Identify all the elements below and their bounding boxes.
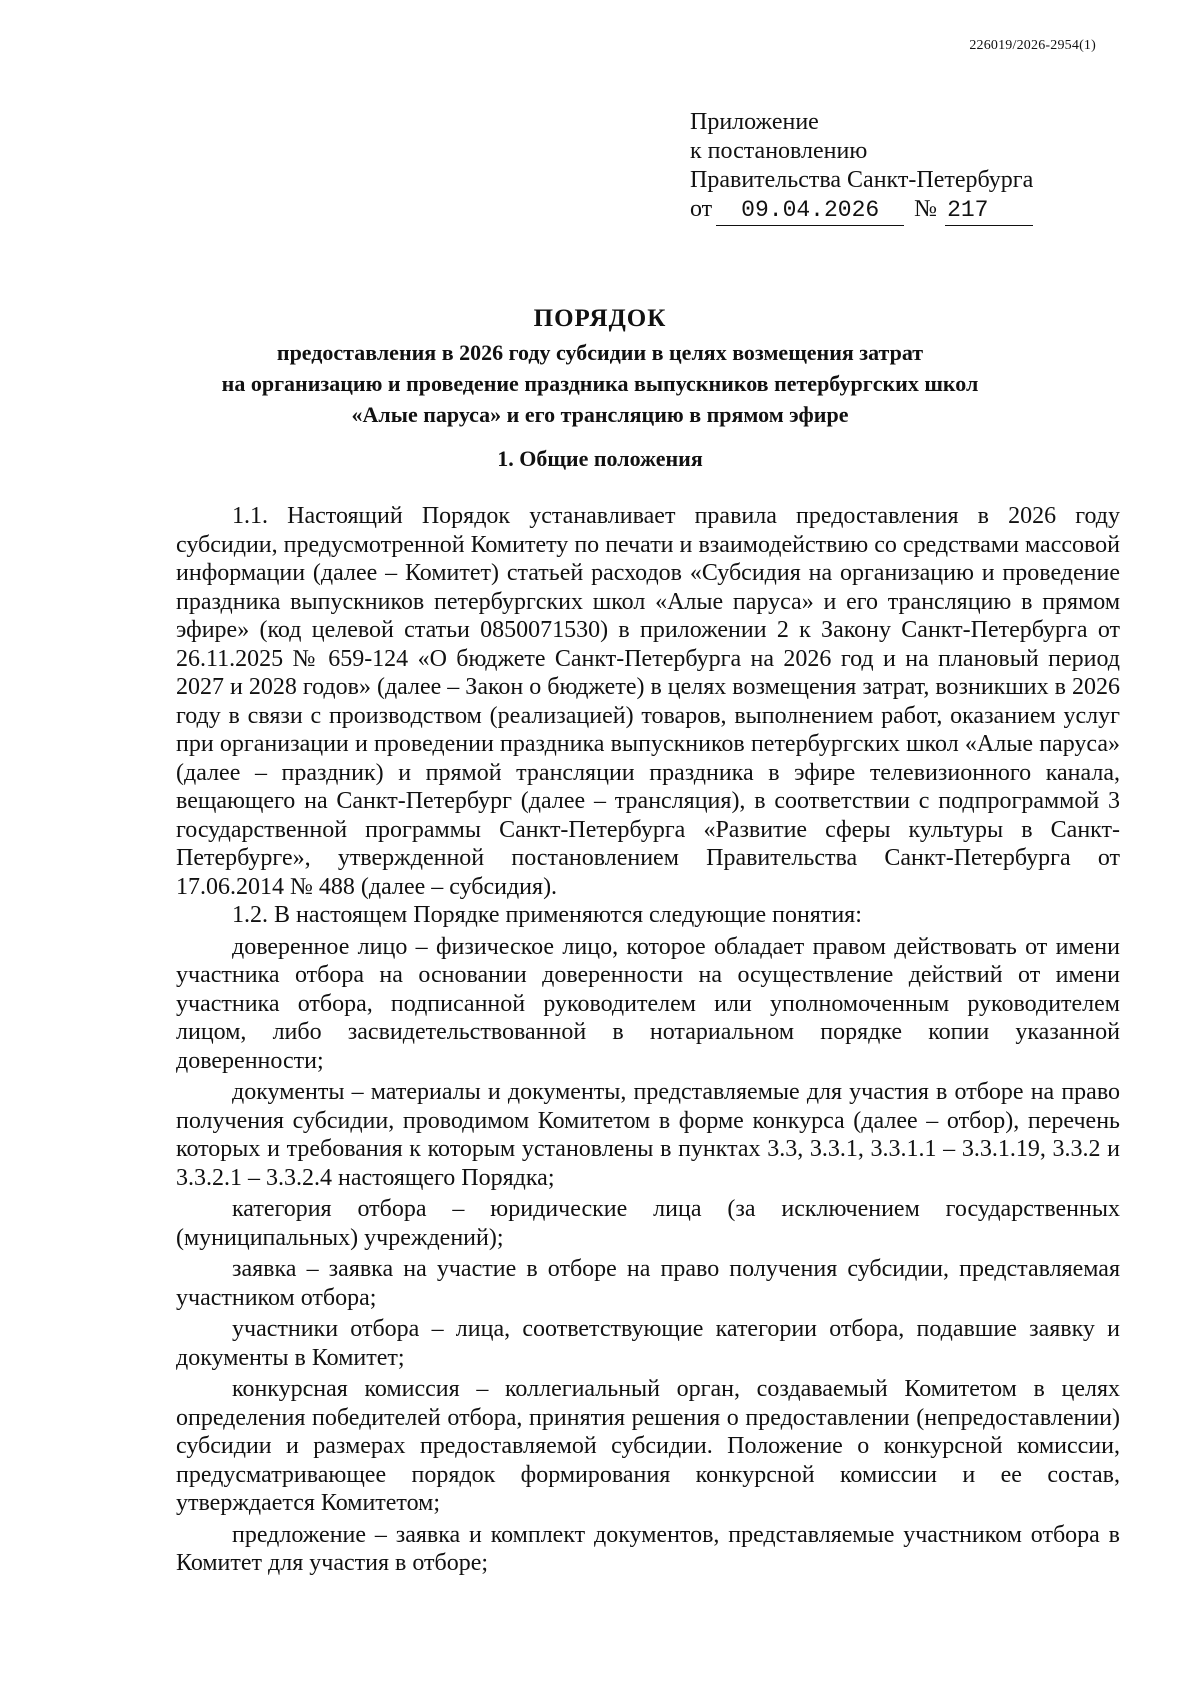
- paragraph-1-2: 1.2. В настоящем Порядке применяются следующие понятия:: [232, 902, 862, 928]
- paragraph-1-1: 1.1. Настоящий Порядок устанавливает правила предоставления в 2026 году субсидии, предусмотренной Комитету по печати и взаимодействию со средствами массовой информации (далее – Комитет) статьей расходов «Субсидия на организацию и проведение праздника выпускников петербургских школ «Алые паруса» и его трансляцию в прямом эфире» (код целевой статьи 0850071530) в приложении 2 к Закону Санкт-Петербурга от 26.11.2025 № 659-124 «О бюджете Санкт-Петербурга на 2026 год и на плановый период 2027 и 2028 годов» (далее – Закон о бюджете) в целях возмещения затрат, возникших в 2026 году в связи с производством (реализацией) товаров, выполнением работ, оказанием услуг при организации и проведении праздника выпускников петербургских школ «Алые паруса» (далее – праздник) и прямой трансляции праздника в эфире телевизионного канала, вещающего на Санкт-Петербург (далее – трансляция), в соответствии с подпрограммой 3 государственной программы Санкт-Петербурга «Развитие сферы культуры в Санкт-Петербурге», утвержденной постановлением Правительства Санкт-Петербурга от 17.06.2014 № 488 (далее – субсидия).: [176, 503, 1120, 900]
- definition-participants: участники отбора – лица, соответствующие категории отбора, подавшие заявку и документы в Комитет;: [176, 1316, 1120, 1371]
- section-heading: 1. Общие положения: [497, 446, 703, 471]
- appendix-line-2: к постановлению: [690, 138, 868, 164]
- definition-competition-commission: конкурсная комиссия – коллегиальный орган, создаваемый Комитетом в целях определения победителей отбора, принятия решения о предоставлении (непредоставлении) субсидии и размерах предоставляемой субсидии. Положение о конкурсной комиссии, предусматривающее порядок формирования конкурсной комиссии и ее состав, утверждается Комитетом;: [176, 1376, 1120, 1516]
- document-registration-number: 226019/2026-2954(1): [969, 38, 1096, 53]
- document-subtitle-line-3: «Алые паруса» и его трансляцию в прямом эфире: [351, 402, 849, 427]
- definition-proposal: предложение – заявка и комплект документов, представляемые участником отбора в Комитет для участия в отборе;: [176, 1521, 1120, 1576]
- appendix-block: [690, 108, 1130, 226]
- decree-number: 217: [945, 196, 1033, 226]
- definition-selection-category: категория отбора – юридические лица (за исключением государственных (муниципальных) учреждений);: [176, 1196, 1120, 1251]
- document-title-block: [0, 302, 1200, 429]
- date-prefix: от: [690, 196, 713, 222]
- appendix-line-1: Приложение: [690, 109, 819, 135]
- document-body: [176, 502, 1120, 1578]
- document-subtitle-line-2: на организацию и проведение праздника выпускников петербургских школ: [221, 371, 979, 396]
- definition-documents: документы – материалы и документы, представляемые для участия в отборе на право получения субсидии, проводимом Комитетом в форме конкурса (далее – отбор), перечень которых и требования к которым установлены в пунктах 3.3, 3.3.1, 3.3.1.1 – 3.3.1.19, 3.3.2 и 3.3.2.1 – 3.3.2.4 настоящего Порядка;: [176, 1079, 1120, 1191]
- appendix-date-number-row: [690, 195, 1130, 226]
- document-subtitle-line-1: предоставления в 2026 году субсидии в целях возмещения затрат: [276, 340, 924, 365]
- definition-application: заявка – заявка на участие в отборе на право получения субсидии, представляемая участником отбора;: [176, 1256, 1120, 1311]
- document-title: ПОРЯДОК: [533, 305, 667, 332]
- definition-trusted-person: доверенное лицо – физическое лицо, которое обладает правом действовать от имени участника отбора на основании доверенности на осуществление действий от имени участника отбора, подписанной руководителем или уполномоченным руководителем лицом, либо засвидетельствованной в нотариальном порядке копии указанной доверенности;: [176, 933, 1120, 1074]
- number-sign: №: [914, 196, 938, 222]
- decree-date: 09.04.2026: [716, 196, 904, 226]
- appendix-line-3: Правительства Санкт-Петербурга: [690, 167, 1034, 193]
